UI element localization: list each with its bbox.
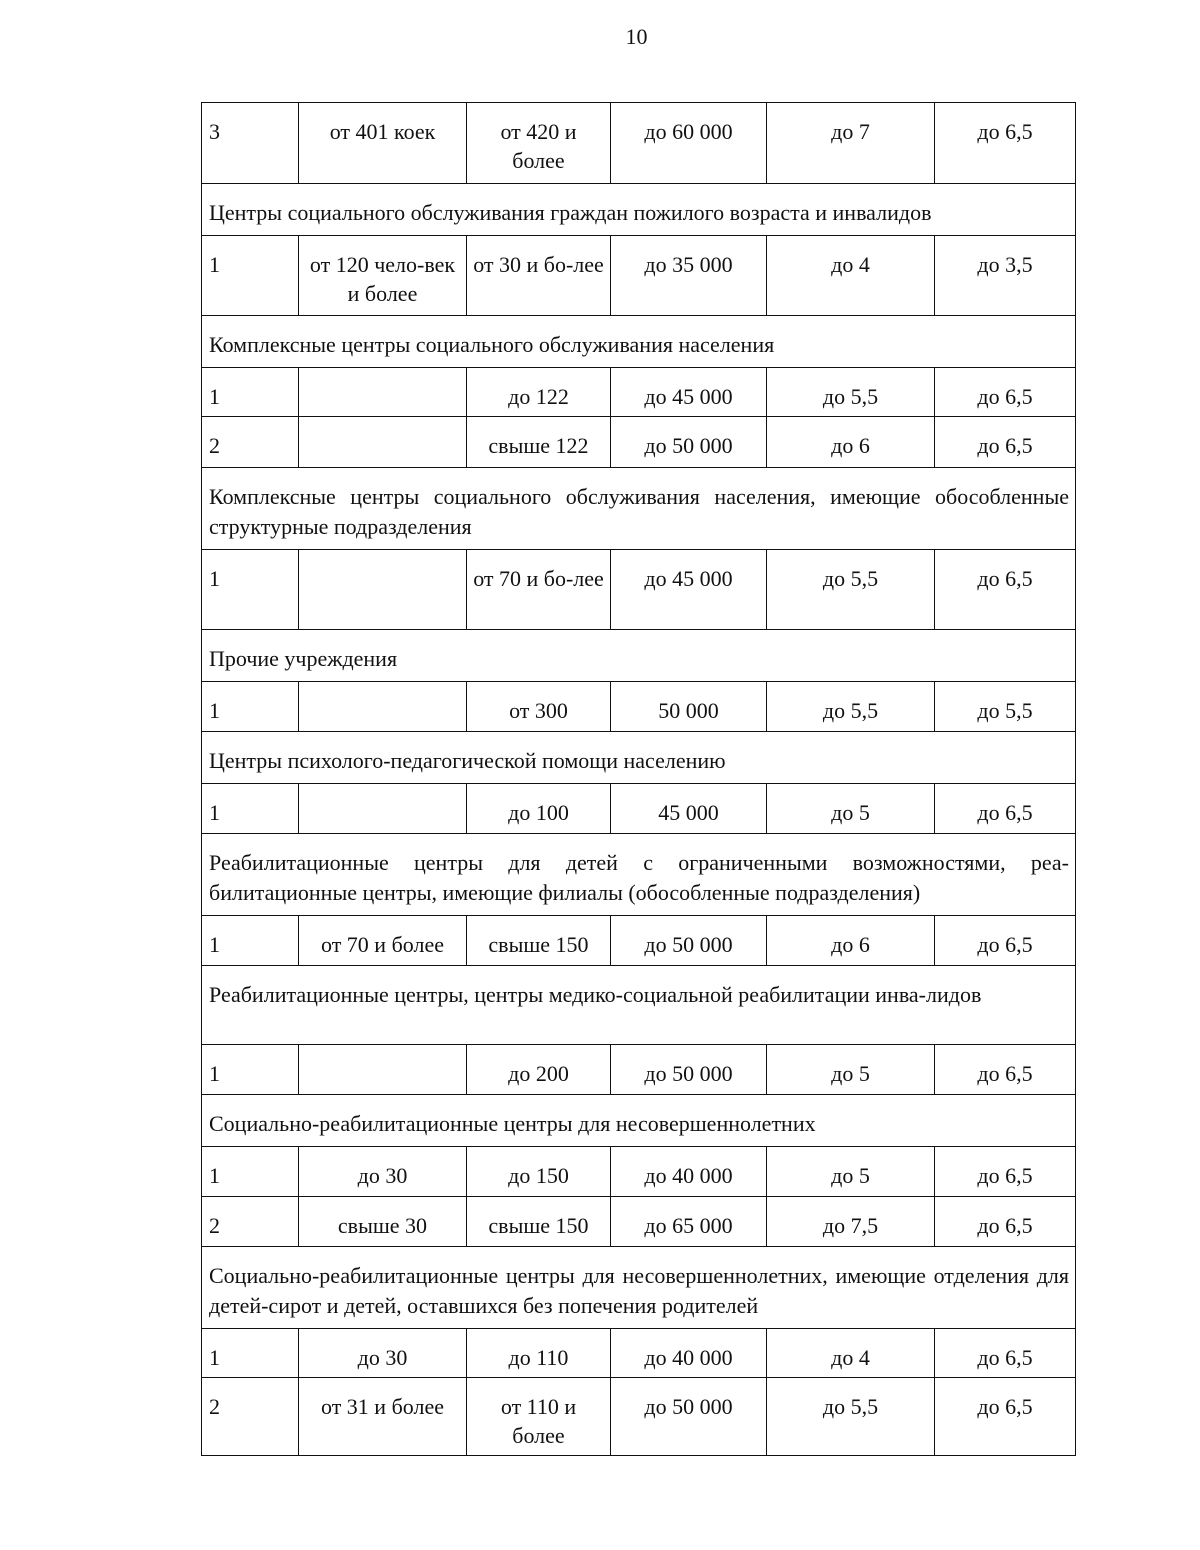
section-header-row [202,1247,1076,1329]
table-cell: до 5 [767,1045,935,1095]
section-header-row [202,732,1076,784]
section-title: Реабилитационные центры для детей с ограниченными возможностями, реа-билитационные центры, имеющие филиалы (обособленные подразделения) [202,834,1076,916]
section-header-row [202,468,1076,550]
table-cell [299,417,467,468]
table-row [202,550,1076,630]
table-cell: до 50 000 [611,1378,767,1456]
table-cell: от 70 и бо-лее [467,550,611,630]
table-cell: до 122 [467,368,611,417]
section-header-row [202,834,1076,916]
table-body [202,103,1076,1456]
table-row [202,1045,1076,1095]
table-cell [299,1045,467,1095]
table-cell: до 6 [767,417,935,468]
section-title: Прочие учреждения [202,630,1076,682]
table-cell: от 300 [467,682,611,732]
table-cell: от 30 и бо-лее [467,236,611,316]
table-cell: 50 000 [611,682,767,732]
table-cell: 1 [202,682,299,732]
table-row [202,682,1076,732]
table-cell: до 6,5 [935,916,1076,966]
table-cell: до 5,5 [767,368,935,417]
table-cell: до 6,5 [935,550,1076,630]
table-cell: от 420 и более [467,103,611,184]
table-cell: 1 [202,1329,299,1378]
table-cell: до 6 [767,916,935,966]
table-cell: от 70 и более [299,916,467,966]
section-header-row [202,1095,1076,1147]
table-cell: свыше 150 [467,916,611,966]
table-cell: 1 [202,368,299,417]
table-cell: 3 [202,103,299,184]
table-cell: до 7,5 [767,1197,935,1247]
table-cell: 2 [202,1378,299,1456]
table-cell: до 6,5 [935,1045,1076,1095]
table-cell: до 6,5 [935,1329,1076,1378]
table-cell: до 50 000 [611,916,767,966]
table-cell: до 3,5 [935,236,1076,316]
table-row [202,103,1076,184]
table-cell: до 4 [767,236,935,316]
page-number: 10 [625,24,648,49]
table-cell: до 6,5 [935,417,1076,468]
section-title: Реабилитационные центры, центры медико-социальной реабилитации инва-лидов [202,966,1076,1045]
table-row [202,784,1076,834]
table-row [202,1147,1076,1197]
table-cell: до 6,5 [935,1147,1076,1197]
section-title: Социально-реабилитационные центры для несовершеннолетних, имеющие отделения для детей-сирот и детей, оставшихся без попечения родителей [202,1247,1076,1329]
table-cell: до 50 000 [611,417,767,468]
table-cell [299,368,467,417]
table-cell: до 5,5 [935,682,1076,732]
table-cell: до 6,5 [935,103,1076,184]
section-title: Центры психолого-педагогической помощи населению [202,732,1076,784]
table-cell: до 7 [767,103,935,184]
table-cell: до 5 [767,784,935,834]
staff-norms-table [201,102,1076,1456]
table-row [202,368,1076,417]
table-cell: до 50 000 [611,1045,767,1095]
table-cell: 1 [202,916,299,966]
section-title: Комплексные центры социального обслуживания населения [202,316,1076,368]
table-cell [299,784,467,834]
table-cell: 1 [202,236,299,316]
table-cell: до 6,5 [935,368,1076,417]
table-cell: 45 000 [611,784,767,834]
table-cell: до 110 [467,1329,611,1378]
table-cell: 2 [202,1197,299,1247]
table-cell: 1 [202,1147,299,1197]
table-cell: до 6,5 [935,1378,1076,1456]
table-cell: до 40 000 [611,1329,767,1378]
table-cell: до 60 000 [611,103,767,184]
table-cell: до 65 000 [611,1197,767,1247]
section-header-row [202,966,1076,1045]
table-cell: до 30 [299,1329,467,1378]
table-row [202,916,1076,966]
table-cell: 1 [202,784,299,834]
table-row [202,1378,1076,1456]
table-cell: свыше 150 [467,1197,611,1247]
table-cell: до 45 000 [611,368,767,417]
section-title: Центры социального обслуживания граждан пожилого возраста и инвалидов [202,184,1076,236]
table-cell [299,550,467,630]
table-row [202,1197,1076,1247]
table-row [202,1329,1076,1378]
section-title: Социально-реабилитационные центры для несовершеннолетних [202,1095,1076,1147]
table-cell: от 120 чело-век и более [299,236,467,316]
table-cell: до 5,5 [767,682,935,732]
table-row [202,236,1076,316]
section-header-row [202,184,1076,236]
table-cell: 1 [202,1045,299,1095]
section-title: Комплексные центры социального обслуживания населения, имеющие обособленные структурные подразделения [202,468,1076,550]
table-cell: до 4 [767,1329,935,1378]
table-cell: до 5,5 [767,1378,935,1456]
section-header-row [202,630,1076,682]
table-cell: до 200 [467,1045,611,1095]
table-row [202,417,1076,468]
table-cell: 1 [202,550,299,630]
table-cell: от 401 коек [299,103,467,184]
table-cell: 2 [202,417,299,468]
table-cell: до 150 [467,1147,611,1197]
table-cell: до 45 000 [611,550,767,630]
table-cell: до 30 [299,1147,467,1197]
table-cell [299,682,467,732]
table-cell: свыше 122 [467,417,611,468]
section-header-row [202,316,1076,368]
table-cell: от 31 и более [299,1378,467,1456]
table-cell: до 5 [767,1147,935,1197]
table-cell: до 5,5 [767,550,935,630]
table-cell: свыше 30 [299,1197,467,1247]
table-cell: до 6,5 [935,784,1076,834]
table-cell: до 6,5 [935,1197,1076,1247]
table-cell: до 100 [467,784,611,834]
table-cell: до 40 000 [611,1147,767,1197]
table-cell: до 35 000 [611,236,767,316]
table-cell: от 110 и более [467,1378,611,1456]
